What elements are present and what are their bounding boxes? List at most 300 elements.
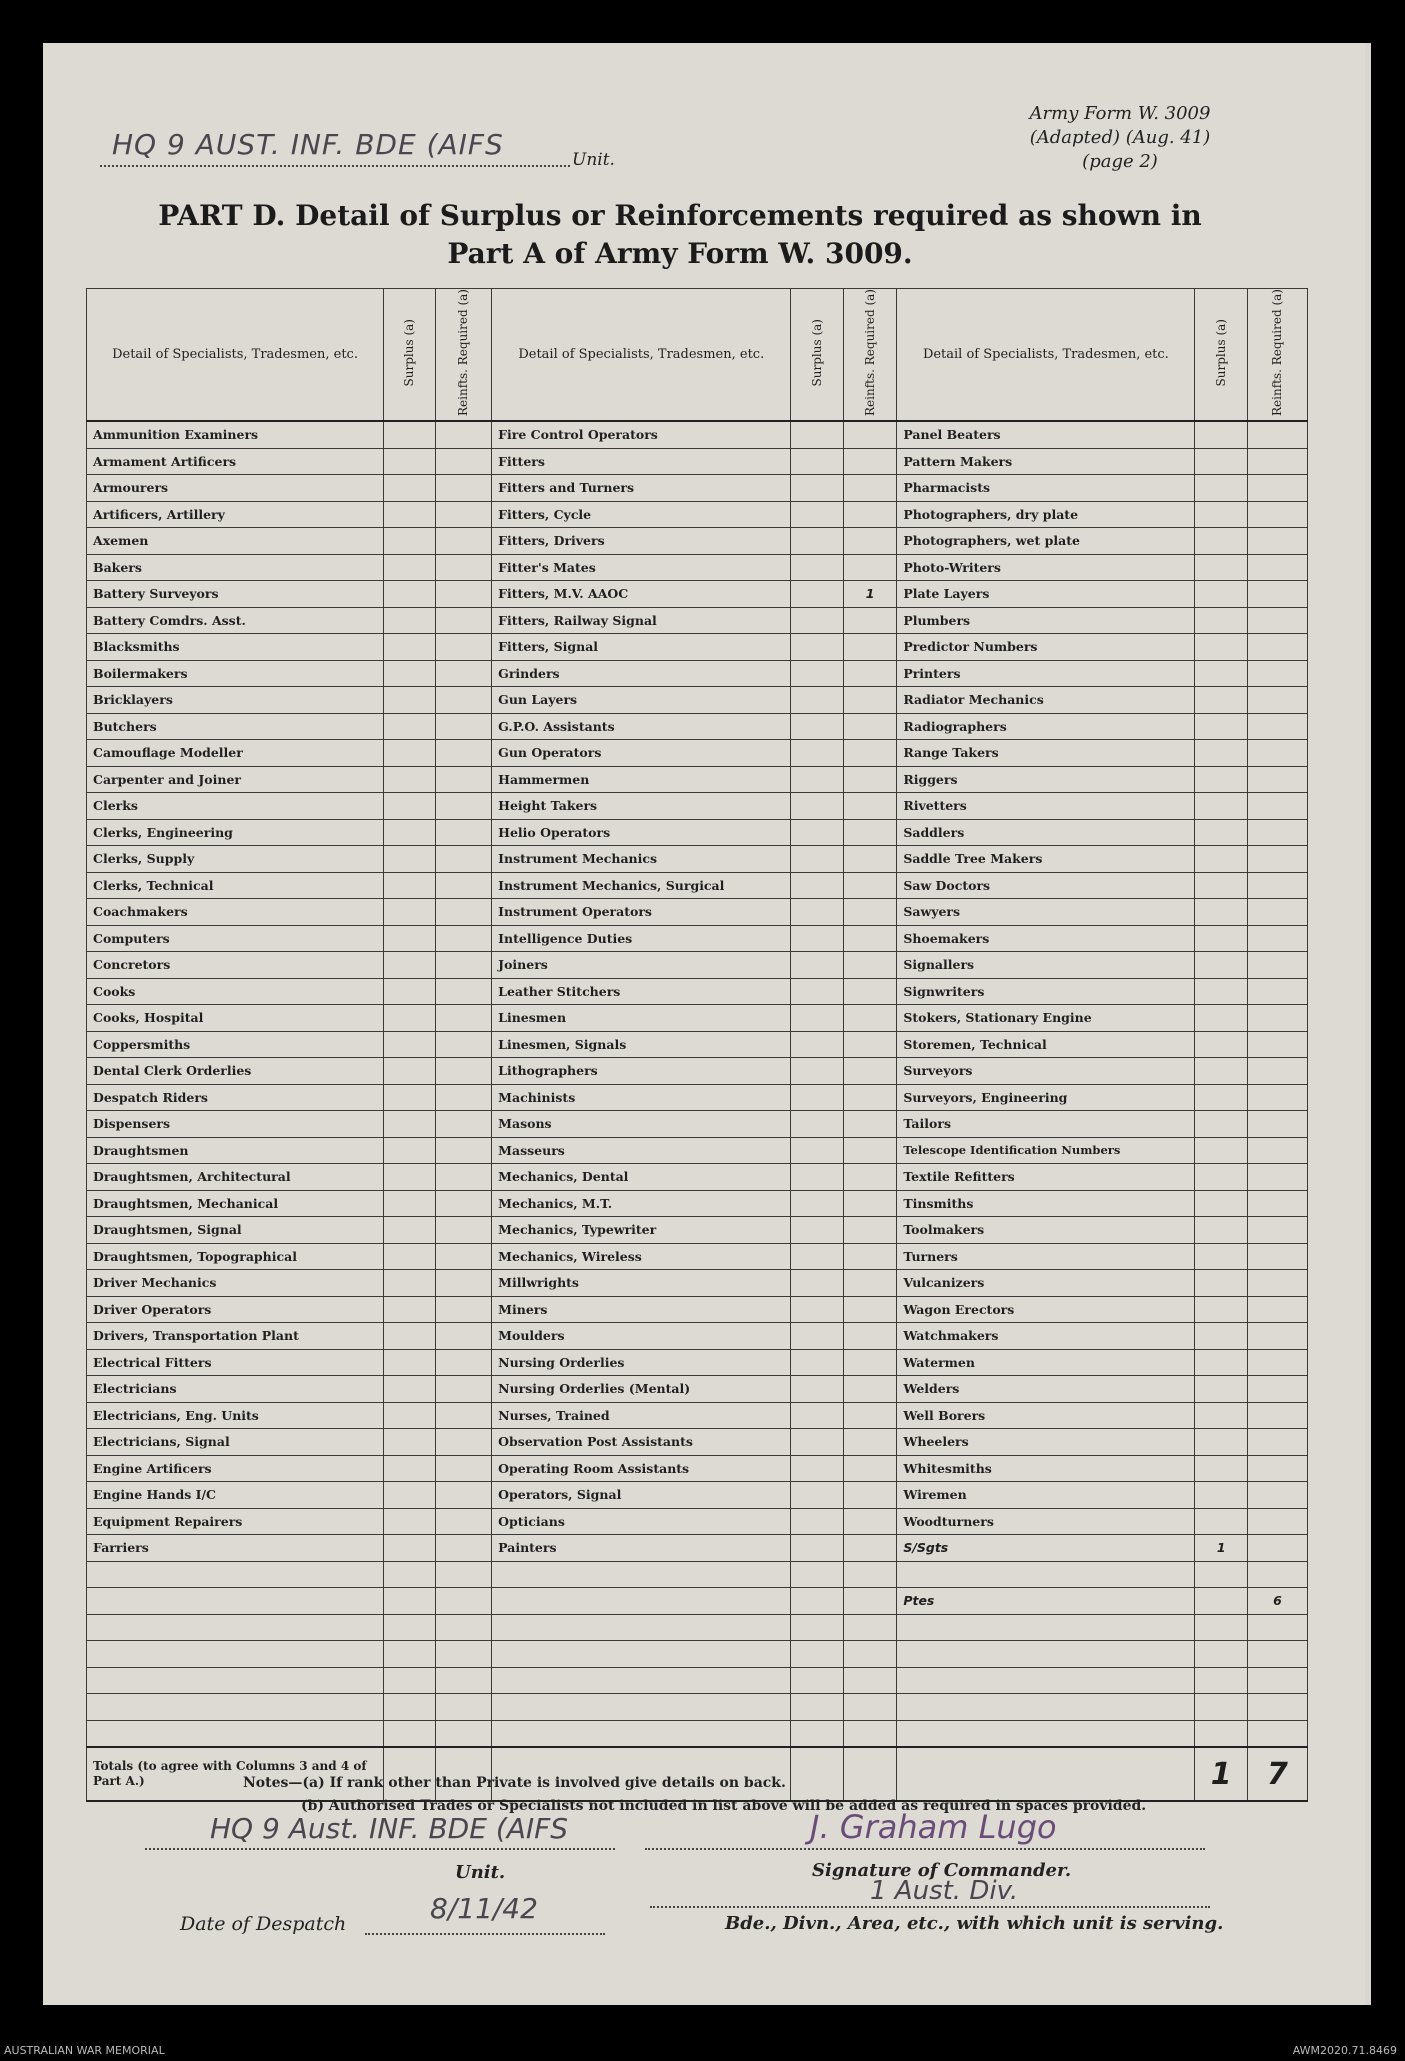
surplus-cell bbox=[791, 1376, 843, 1403]
reinfts-cell bbox=[436, 872, 492, 899]
specialist-name: Radiator Mechanics bbox=[897, 687, 1195, 714]
reinfts-cell bbox=[843, 925, 897, 952]
table-row bbox=[87, 793, 1308, 820]
reinfts-cell bbox=[1247, 1535, 1307, 1562]
specialist-name: Plate Layers bbox=[897, 581, 1195, 608]
specialist-name: Mechanics, M.T. bbox=[492, 1190, 791, 1217]
specialist-name: Surveyors bbox=[897, 1058, 1195, 1085]
table-row bbox=[87, 1243, 1308, 1270]
surplus-cell bbox=[791, 1323, 843, 1350]
surplus-cell bbox=[1195, 1561, 1247, 1588]
form-ref-line-1: Army Form W. 3009 bbox=[1029, 103, 1211, 124]
table-row bbox=[87, 1561, 1308, 1588]
surplus-cell bbox=[384, 819, 436, 846]
surplus-cell bbox=[384, 1084, 436, 1111]
specialist-name: Gun Layers bbox=[492, 687, 791, 714]
specialist-name bbox=[492, 1720, 791, 1747]
surplus-cell: 1 bbox=[1195, 1535, 1247, 1562]
surplus-cell bbox=[791, 554, 843, 581]
specialist-name: Equipment Repairers bbox=[87, 1508, 384, 1535]
table-row bbox=[87, 1376, 1308, 1403]
specialist-name: Pattern Makers bbox=[897, 448, 1195, 475]
specialist-name: Height Takers bbox=[492, 793, 791, 820]
reinfts-cell bbox=[843, 1376, 897, 1403]
specialist-name bbox=[492, 1561, 791, 1588]
surplus-cell bbox=[384, 1482, 436, 1509]
reinfts-cell bbox=[436, 1614, 492, 1641]
reinfts-cell bbox=[1247, 421, 1307, 448]
surplus-cell bbox=[791, 1535, 843, 1562]
surplus-cell bbox=[1195, 1217, 1247, 1244]
table-row bbox=[87, 1296, 1308, 1323]
table-row bbox=[87, 1455, 1308, 1482]
table-row bbox=[87, 1508, 1308, 1535]
surplus-cell bbox=[384, 899, 436, 926]
table-row bbox=[87, 1349, 1308, 1376]
reinfts-cell bbox=[1247, 1164, 1307, 1191]
reinfts-cell bbox=[436, 1402, 492, 1429]
table-row bbox=[87, 1270, 1308, 1297]
specialist-name: Telescope Identification Numbers bbox=[897, 1137, 1195, 1164]
surplus-cell bbox=[791, 1720, 843, 1747]
reinfts-cell bbox=[843, 1084, 897, 1111]
reinfts-cell bbox=[843, 1296, 897, 1323]
specialist-name: Instrument Mechanics bbox=[492, 846, 791, 873]
table-row bbox=[87, 1217, 1308, 1244]
reinfts-cell bbox=[1247, 687, 1307, 714]
specialist-name: Vulcanizers bbox=[897, 1270, 1195, 1297]
specialist-name: Masons bbox=[492, 1111, 791, 1138]
reinfts-cell bbox=[436, 1694, 492, 1721]
table-row bbox=[87, 634, 1308, 661]
table-row bbox=[87, 1402, 1308, 1429]
surplus-cell bbox=[791, 1111, 843, 1138]
bde-line bbox=[650, 1906, 1210, 1908]
surplus-cell bbox=[791, 1641, 843, 1668]
surplus-cell bbox=[1195, 475, 1247, 502]
surplus-cell bbox=[1195, 501, 1247, 528]
specialist-name: Pharmacists bbox=[897, 475, 1195, 502]
specialist-name: Clerks, Engineering bbox=[87, 819, 384, 846]
specialist-name: Riggers bbox=[897, 766, 1195, 793]
specialist-name bbox=[897, 1561, 1195, 1588]
specialist-name: Fitters, Drivers bbox=[492, 528, 791, 555]
surplus-cell bbox=[384, 607, 436, 634]
footer-unit-line bbox=[145, 1848, 615, 1850]
specialist-name: Machinists bbox=[492, 1084, 791, 1111]
reinfts-cell bbox=[436, 1031, 492, 1058]
reinfts-cell bbox=[1247, 1058, 1307, 1085]
surplus-cell bbox=[1195, 1084, 1247, 1111]
surplus-cell bbox=[384, 1508, 436, 1535]
specialist-name: Fitters, Railway Signal bbox=[492, 607, 791, 634]
specialist-name: Draughtsmen, Topographical bbox=[87, 1243, 384, 1270]
archive-right: AWM2020.71.8469 bbox=[1292, 2044, 1397, 2057]
surplus-cell bbox=[1195, 607, 1247, 634]
reinfts-cell bbox=[1247, 475, 1307, 502]
reinfts-cell bbox=[436, 740, 492, 767]
surplus-cell bbox=[791, 1588, 843, 1615]
surplus-cell bbox=[1195, 660, 1247, 687]
surplus-cell bbox=[791, 1031, 843, 1058]
specialist-name: Blacksmiths bbox=[87, 634, 384, 661]
col-header-detail: Detail of Specialists, Tradesmen, etc. bbox=[492, 289, 791, 422]
table-row bbox=[87, 978, 1308, 1005]
specialist-name: Textile Refitters bbox=[897, 1164, 1195, 1191]
col-header-reinfts: Reinfts. Required (a) bbox=[843, 289, 897, 422]
specialist-name: Computers bbox=[87, 925, 384, 952]
surplus-cell bbox=[384, 1323, 436, 1350]
surplus-cell bbox=[384, 1349, 436, 1376]
reinfts-cell bbox=[436, 1217, 492, 1244]
surplus-cell bbox=[1195, 793, 1247, 820]
surplus-cell bbox=[384, 952, 436, 979]
surplus-cell bbox=[384, 1694, 436, 1721]
reinfts-cell bbox=[843, 1614, 897, 1641]
specialist-name: Fitters, Cycle bbox=[492, 501, 791, 528]
reinfts-cell bbox=[436, 925, 492, 952]
reinfts-cell bbox=[1247, 1508, 1307, 1535]
reinfts-cell bbox=[843, 421, 897, 448]
surplus-cell bbox=[384, 1535, 436, 1562]
reinfts-cell bbox=[1247, 1270, 1307, 1297]
surplus-cell bbox=[791, 1084, 843, 1111]
specialist-name: Joiners bbox=[492, 952, 791, 979]
specialist-name: Electrical Fitters bbox=[87, 1349, 384, 1376]
specialist-name: Grinders bbox=[492, 660, 791, 687]
reinfts-cell bbox=[843, 448, 897, 475]
surplus-cell bbox=[791, 1190, 843, 1217]
date-handwritten: 8/11/42 bbox=[430, 1892, 538, 1925]
specialist-name: Saddlers bbox=[897, 819, 1195, 846]
note-a: Notes—(a) If rank other than Private is involved give details on back. bbox=[243, 1775, 786, 1791]
specialist-name: Intelligence Duties bbox=[492, 925, 791, 952]
reinfts-cell bbox=[1247, 1694, 1307, 1721]
surplus-cell bbox=[791, 1005, 843, 1032]
reinfts-cell bbox=[436, 581, 492, 608]
reinfts-cell bbox=[1247, 581, 1307, 608]
specialist-name: Butchers bbox=[87, 713, 384, 740]
table-row bbox=[87, 819, 1308, 846]
specialist-name: Draughtsmen, Mechanical bbox=[87, 1190, 384, 1217]
specialist-name: Mechanics, Typewriter bbox=[492, 1217, 791, 1244]
specialist-name: Cooks bbox=[87, 978, 384, 1005]
reinfts-cell bbox=[843, 501, 897, 528]
reinfts-cell bbox=[843, 554, 897, 581]
reinfts-cell bbox=[1247, 660, 1307, 687]
specialist-name bbox=[87, 1561, 384, 1588]
specialist-name: Tinsmiths bbox=[897, 1190, 1195, 1217]
specialist-name: Fire Control Operators bbox=[492, 421, 791, 448]
surplus-cell bbox=[791, 448, 843, 475]
reinfts-cell bbox=[436, 978, 492, 1005]
date-line bbox=[365, 1933, 605, 1935]
reinfts-cell bbox=[843, 1402, 897, 1429]
reinfts-cell bbox=[436, 1720, 492, 1747]
specialist-name: Hammermen bbox=[492, 766, 791, 793]
surplus-cell bbox=[1195, 1641, 1247, 1668]
totals-surplus: 1 bbox=[1195, 1747, 1247, 1801]
reinfts-cell bbox=[1247, 1429, 1307, 1456]
reinfts-cell bbox=[436, 1084, 492, 1111]
reinfts-cell bbox=[843, 660, 897, 687]
specialist-name: Driver Operators bbox=[87, 1296, 384, 1323]
specialist-name: Battery Surveyors bbox=[87, 581, 384, 608]
surplus-cell bbox=[791, 1455, 843, 1482]
table-row bbox=[87, 1058, 1308, 1085]
surplus-cell bbox=[791, 528, 843, 555]
surplus-cell bbox=[791, 872, 843, 899]
reinfts-cell: 6 bbox=[1247, 1588, 1307, 1615]
surplus-cell bbox=[1195, 448, 1247, 475]
reinfts-cell bbox=[436, 1137, 492, 1164]
table-row bbox=[87, 475, 1308, 502]
specialist-name: Dispensers bbox=[87, 1111, 384, 1138]
surplus-cell bbox=[1195, 1243, 1247, 1270]
reinfts-cell bbox=[1247, 448, 1307, 475]
reinfts-cell bbox=[843, 1588, 897, 1615]
reinfts-cell bbox=[436, 660, 492, 687]
surplus-cell bbox=[384, 1137, 436, 1164]
reinfts-cell bbox=[436, 1349, 492, 1376]
surplus-cell bbox=[791, 1508, 843, 1535]
surplus-cell bbox=[1195, 528, 1247, 555]
specialists-table bbox=[86, 288, 1308, 1802]
surplus-cell bbox=[1195, 1111, 1247, 1138]
specialist-name: Electricians bbox=[87, 1376, 384, 1403]
reinfts-cell bbox=[1247, 1482, 1307, 1509]
table-row bbox=[87, 899, 1308, 926]
specialist-name: Opticians bbox=[492, 1508, 791, 1535]
specialist-name bbox=[492, 1614, 791, 1641]
reinfts-cell bbox=[843, 766, 897, 793]
specialist-name bbox=[87, 1720, 384, 1747]
reinfts-cell bbox=[843, 528, 897, 555]
surplus-cell bbox=[1195, 1694, 1247, 1721]
reinfts-cell bbox=[436, 1270, 492, 1297]
table-row bbox=[87, 1111, 1308, 1138]
surplus-cell bbox=[791, 1058, 843, 1085]
specialist-name: Helio Operators bbox=[492, 819, 791, 846]
specialist-name bbox=[87, 1614, 384, 1641]
specialist-name: Nursing Orderlies bbox=[492, 1349, 791, 1376]
surplus-cell bbox=[791, 660, 843, 687]
reinfts-cell bbox=[436, 1429, 492, 1456]
specialist-name: Plumbers bbox=[897, 607, 1195, 634]
reinfts-cell bbox=[1247, 1455, 1307, 1482]
surplus-cell bbox=[791, 1243, 843, 1270]
table-row bbox=[87, 421, 1308, 448]
specialist-name: Woodturners bbox=[897, 1508, 1195, 1535]
specialist-name: Clerks, Supply bbox=[87, 846, 384, 873]
surplus-cell bbox=[1195, 872, 1247, 899]
specialist-name bbox=[897, 1614, 1195, 1641]
specialist-name: Surveyors, Engineering bbox=[897, 1084, 1195, 1111]
reinfts-cell bbox=[1247, 1137, 1307, 1164]
specialist-name: Armourers bbox=[87, 475, 384, 502]
surplus-cell bbox=[791, 1561, 843, 1588]
table-row bbox=[87, 687, 1308, 714]
specialist-name: Saddle Tree Makers bbox=[897, 846, 1195, 873]
specialist-name: Panel Beaters bbox=[897, 421, 1195, 448]
specialist-name: Instrument Operators bbox=[492, 899, 791, 926]
reinfts-cell bbox=[843, 1667, 897, 1694]
surplus-cell bbox=[791, 952, 843, 979]
specialist-name: Watermen bbox=[897, 1349, 1195, 1376]
reinfts-cell bbox=[436, 528, 492, 555]
surplus-cell bbox=[384, 1641, 436, 1668]
reinfts-cell bbox=[843, 1694, 897, 1721]
surplus-cell bbox=[1195, 1164, 1247, 1191]
surplus-cell bbox=[384, 872, 436, 899]
table-row bbox=[87, 554, 1308, 581]
surplus-cell bbox=[791, 740, 843, 767]
title-line-1: PART D. Detail of Surplus or Reinforcements required as shown in bbox=[158, 199, 1202, 232]
title-line-2: Part A of Army Form W. 3009. bbox=[447, 237, 913, 270]
surplus-cell bbox=[791, 978, 843, 1005]
reinfts-cell bbox=[1247, 1349, 1307, 1376]
col-header-detail: Detail of Specialists, Tradesmen, etc. bbox=[87, 289, 384, 422]
reinfts-cell bbox=[436, 448, 492, 475]
reinfts-cell bbox=[1247, 952, 1307, 979]
reinfts-cell bbox=[843, 819, 897, 846]
reinfts-cell bbox=[1247, 1084, 1307, 1111]
reinfts-cell bbox=[843, 1217, 897, 1244]
archive-bar bbox=[0, 2040, 1405, 2061]
form-ref-line-3: (page 2) bbox=[1082, 151, 1158, 172]
specialist-name bbox=[87, 1667, 384, 1694]
reinfts-cell: 1 bbox=[843, 581, 897, 608]
surplus-cell bbox=[791, 1217, 843, 1244]
surplus-cell bbox=[1195, 1376, 1247, 1403]
table-row bbox=[87, 766, 1308, 793]
bde-handwritten: 1 Aust. Div. bbox=[870, 1876, 1019, 1906]
surplus-cell bbox=[791, 581, 843, 608]
reinfts-cell bbox=[1247, 1217, 1307, 1244]
surplus-cell bbox=[384, 1005, 436, 1032]
reinfts-cell bbox=[1247, 1005, 1307, 1032]
specialist-name: Drivers, Transportation Plant bbox=[87, 1323, 384, 1350]
specialist-name: Whitesmiths bbox=[897, 1455, 1195, 1482]
surplus-cell bbox=[384, 660, 436, 687]
reinfts-cell bbox=[843, 634, 897, 661]
reinfts-cell bbox=[436, 501, 492, 528]
surplus-cell bbox=[1195, 819, 1247, 846]
specialist-name: Axemen bbox=[87, 528, 384, 555]
reinfts-cell bbox=[843, 952, 897, 979]
specialist-name: Mechanics, Dental bbox=[492, 1164, 791, 1191]
surplus-cell bbox=[791, 766, 843, 793]
surplus-cell bbox=[384, 1111, 436, 1138]
reinfts-cell bbox=[436, 713, 492, 740]
specialist-name: Wheelers bbox=[897, 1429, 1195, 1456]
reinfts-cell bbox=[1247, 1376, 1307, 1403]
reinfts-cell bbox=[843, 1164, 897, 1191]
surplus-cell bbox=[1195, 766, 1247, 793]
specialist-name: Toolmakers bbox=[897, 1217, 1195, 1244]
reinfts-cell bbox=[436, 1667, 492, 1694]
reinfts-cell bbox=[1247, 501, 1307, 528]
reinfts-cell bbox=[436, 899, 492, 926]
table-row bbox=[87, 528, 1308, 555]
reinfts-cell bbox=[436, 1535, 492, 1562]
reinfts-cell bbox=[1247, 1667, 1307, 1694]
specialist-name: Photo-Writers bbox=[897, 554, 1195, 581]
surplus-cell bbox=[791, 1694, 843, 1721]
surplus-cell bbox=[1195, 1005, 1247, 1032]
surplus-cell bbox=[1195, 634, 1247, 661]
reinfts-cell bbox=[436, 1190, 492, 1217]
specialist-name: Linesmen bbox=[492, 1005, 791, 1032]
specialist-name: Farriers bbox=[87, 1535, 384, 1562]
specialist-name: Coppersmiths bbox=[87, 1031, 384, 1058]
surplus-cell bbox=[791, 475, 843, 502]
reinfts-cell bbox=[843, 1508, 897, 1535]
specialist-name: Boilermakers bbox=[87, 660, 384, 687]
specialist-name: Range Takers bbox=[897, 740, 1195, 767]
surplus-cell bbox=[384, 978, 436, 1005]
surplus-cell bbox=[1195, 1349, 1247, 1376]
specialist-name: Signallers bbox=[897, 952, 1195, 979]
surplus-cell bbox=[791, 607, 843, 634]
reinfts-cell bbox=[843, 1243, 897, 1270]
surplus-cell bbox=[384, 846, 436, 873]
reinfts-cell bbox=[436, 1455, 492, 1482]
surplus-cell bbox=[384, 766, 436, 793]
specialist-name: Moulders bbox=[492, 1323, 791, 1350]
specialist-name: Painters bbox=[492, 1535, 791, 1562]
reinfts-cell bbox=[1247, 925, 1307, 952]
surplus-cell bbox=[1195, 713, 1247, 740]
page-edge bbox=[1365, 43, 1371, 2005]
specialist-name: Saw Doctors bbox=[897, 872, 1195, 899]
reinfts-cell bbox=[436, 766, 492, 793]
totals-reinfts: 7 bbox=[1247, 1747, 1307, 1801]
specialist-name: Battery Comdrs. Asst. bbox=[87, 607, 384, 634]
table-row bbox=[87, 1667, 1308, 1694]
surplus-cell bbox=[791, 1296, 843, 1323]
surplus-cell bbox=[384, 1720, 436, 1747]
specialist-name: Predictor Numbers bbox=[897, 634, 1195, 661]
reinfts-cell bbox=[1247, 713, 1307, 740]
surplus-cell bbox=[384, 1164, 436, 1191]
surplus-cell bbox=[1195, 1137, 1247, 1164]
reinfts-cell bbox=[436, 1508, 492, 1535]
table-row bbox=[87, 1164, 1308, 1191]
table-row bbox=[87, 448, 1308, 475]
table-row bbox=[87, 1429, 1308, 1456]
specialist-name: Wagon Erectors bbox=[897, 1296, 1195, 1323]
col-header-reinfts: Reinfts. Required (a) bbox=[1247, 289, 1307, 422]
reinfts-cell bbox=[843, 713, 897, 740]
table-row bbox=[87, 1084, 1308, 1111]
reinfts-cell bbox=[436, 1243, 492, 1270]
specialist-name: Fitter's Mates bbox=[492, 554, 791, 581]
reinfts-cell bbox=[1247, 1296, 1307, 1323]
reinfts-cell bbox=[843, 1429, 897, 1456]
reinfts-cell bbox=[843, 1005, 897, 1032]
specialist-name: Electricians, Signal bbox=[87, 1429, 384, 1456]
specialist-name: Linesmen, Signals bbox=[492, 1031, 791, 1058]
unit-label: Unit. bbox=[572, 150, 615, 170]
reinfts-cell bbox=[1247, 872, 1307, 899]
surplus-cell bbox=[1195, 1508, 1247, 1535]
table-row bbox=[87, 1588, 1308, 1615]
reinfts-cell bbox=[1247, 634, 1307, 661]
surplus-cell bbox=[384, 528, 436, 555]
reinfts-cell bbox=[843, 1111, 897, 1138]
reinfts-cell bbox=[436, 687, 492, 714]
